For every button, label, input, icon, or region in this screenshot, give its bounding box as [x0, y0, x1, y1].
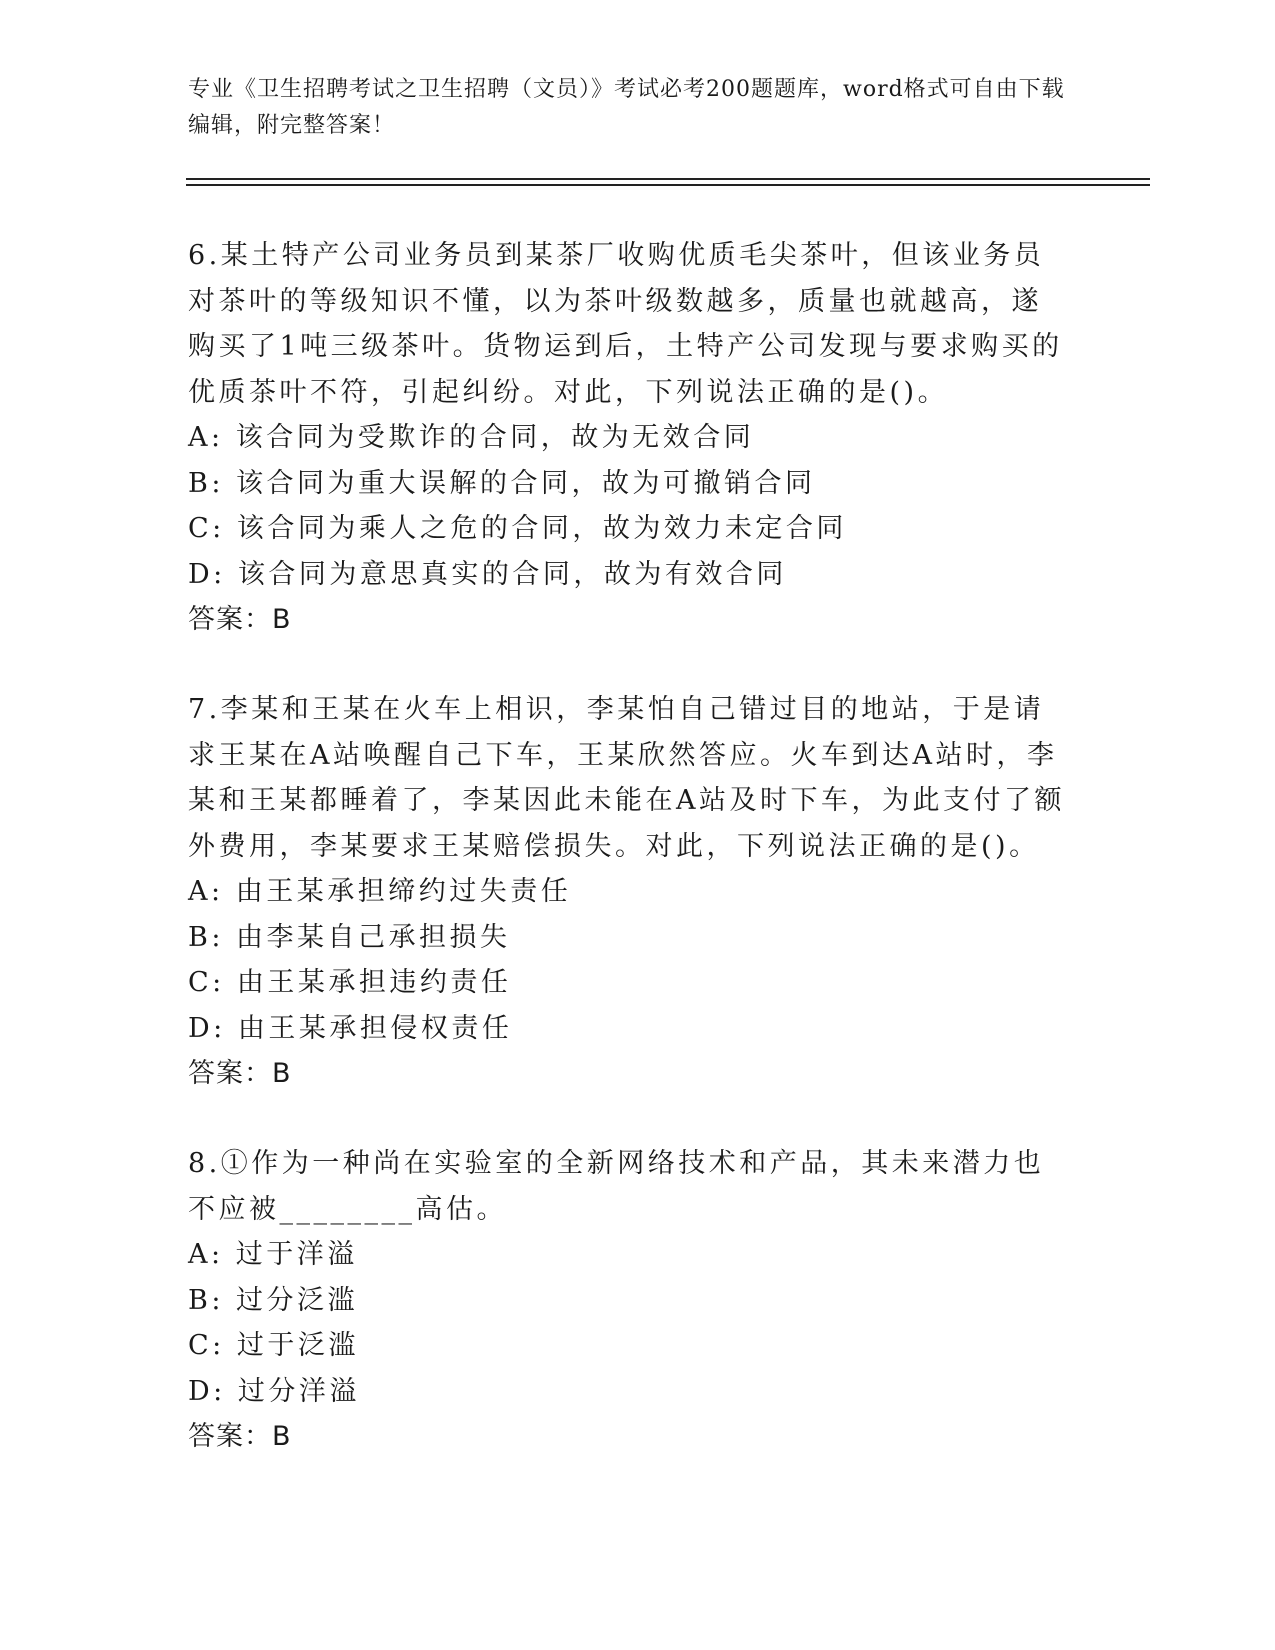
option-d [188, 1369, 1068, 1415]
option-text: 由王某承担侵权责任 [237, 1012, 513, 1044]
question-number: 6. [188, 240, 221, 271]
option-label: A: [188, 1239, 224, 1270]
question-text [188, 687, 1068, 869]
option-d [188, 552, 1068, 598]
option-c [188, 1323, 1068, 1369]
option-text: 由王某承担违约责任 [236, 967, 512, 998]
option-label: B: [188, 921, 224, 953]
option-text: 该合同为重大误解的合同，故为可撤销合同 [236, 467, 816, 499]
answer-line: 答案：B [188, 1058, 292, 1089]
question-body: 李某和王某在火车上相识，李某怕自己错过目的地站，于是请求王某在A站唤醒自己下车，王某欣然答应。火车到达A站时，李某和王某都睡着了，李某因此未能在A站及时下车，为此支付了额外费用，李某要求王某赔偿损失。对此，下列说法正确的是()。 [188, 694, 1065, 862]
option-label: D: [188, 1012, 226, 1044]
option-b [188, 915, 1068, 961]
option-label: A: [188, 876, 224, 907]
option-label: D: [188, 1375, 226, 1407]
option-text: 该合同为意思真实的合同，故为有效合同 [237, 558, 787, 590]
option-label: B: [188, 467, 224, 499]
option-label: C: [188, 1330, 225, 1361]
question-text [188, 233, 1068, 415]
option-label: C: [188, 513, 225, 544]
option-text: 由王某承担缔约过失责任 [235, 876, 572, 907]
document-header: 专业《卫生招聘考试之卫生招聘（文员）》考试必考200题题库，word格式可自由下载编辑，附完整答案！ [188, 77, 1065, 138]
question-7 [188, 687, 1068, 1097]
question-8 [188, 1141, 1068, 1460]
option-text: 过于洋溢 [235, 1239, 358, 1270]
option-c [188, 960, 1068, 1006]
option-label: B: [188, 1284, 224, 1316]
question-body: ①作为一种尚在实验室的全新网络技术和产品，其未来潜力也不应被________高估。 [188, 1148, 1045, 1225]
option-text: 该合同为受欺诈的合同，故为无效合同 [235, 422, 755, 453]
option-text: 由李某自己承担损失 [236, 921, 511, 953]
option-label: C: [188, 967, 225, 998]
option-label: A: [188, 422, 224, 453]
option-a [188, 1232, 1068, 1278]
answer-line: 答案：B [188, 604, 292, 635]
answer-line: 答案：B [188, 1421, 292, 1452]
option-d [188, 1006, 1068, 1052]
option-b [188, 1278, 1068, 1324]
header-divider-bottom [186, 184, 1150, 186]
option-text: 过于泛滥 [236, 1330, 359, 1361]
header-divider-top [186, 178, 1150, 180]
option-c [188, 506, 1068, 552]
question-body: 某土特产公司业务员到某茶厂收购优质毛尖茶叶，但该业务员对茶叶的等级知识不懂，以为茶叶级数越多，质量也就越高，遂购买了1吨三级茶叶。货物运到后，土特产公司发现与要求购买的优质茶叶不符，引起纠纷。对此，下列说法正确的是()。 [188, 240, 1063, 408]
option-text: 该合同为乘人之危的合同，故为效力未定合同 [236, 513, 847, 544]
option-a [188, 415, 1068, 461]
option-label: D: [188, 558, 226, 590]
option-text: 过分泛滥 [236, 1284, 359, 1316]
question-6 [188, 233, 1068, 643]
option-a [188, 869, 1068, 915]
option-b [188, 461, 1068, 507]
question-number: 8. [188, 1148, 221, 1179]
question-text [188, 1141, 1068, 1232]
question-number: 7. [188, 694, 221, 725]
option-text: 过分洋溢 [237, 1375, 360, 1407]
